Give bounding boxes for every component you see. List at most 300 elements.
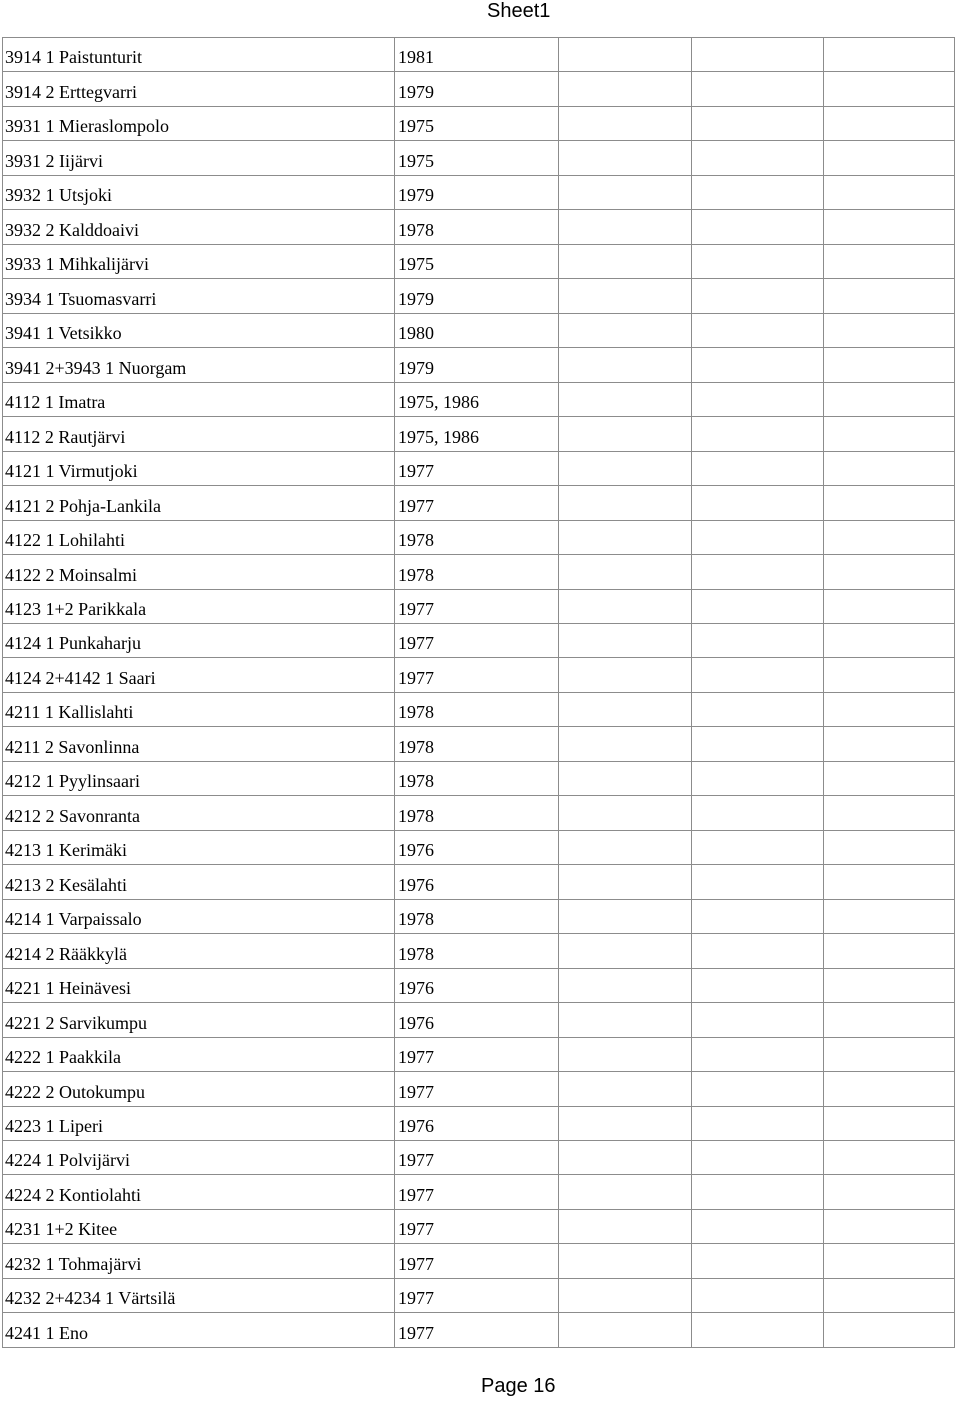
map-sheet-name-cell[interactable]	[3, 623, 395, 657]
map-sheet-name-cell[interactable]	[3, 244, 395, 278]
empty-cell[interactable]	[692, 382, 824, 416]
year-cell[interactable]	[395, 1278, 559, 1312]
year-value: 1976	[398, 1012, 434, 1033]
empty-cell[interactable]	[559, 313, 692, 347]
map-sheet-name-cell[interactable]	[3, 486, 395, 520]
empty-cell[interactable]	[559, 141, 692, 175]
empty-cell[interactable]	[559, 1209, 692, 1243]
map-sheet-name-cell[interactable]	[3, 796, 395, 830]
empty-cell[interactable]	[692, 934, 824, 968]
year-cell[interactable]	[395, 968, 559, 1002]
year-cell[interactable]	[395, 934, 559, 968]
map-sheet-name: 4223 1 Liperi	[5, 1116, 103, 1136]
empty-cell[interactable]	[692, 313, 824, 347]
map-sheet-name: 4211 1 Kallislahti	[5, 702, 134, 723]
map-sheet-name-cell[interactable]	[3, 1278, 395, 1312]
table-row	[3, 244, 955, 278]
year-value: 1978	[398, 909, 434, 930]
map-sheet-name-cell[interactable]	[3, 899, 395, 933]
empty-cell[interactable]	[824, 1175, 955, 1209]
year-value: 1976	[398, 1116, 434, 1136]
map-sheet-name: 4221 2 Sarvikumpu	[5, 1012, 147, 1033]
empty-cell[interactable]	[559, 520, 692, 554]
table-row	[3, 520, 955, 554]
map-sheet-name-cell[interactable]	[3, 761, 395, 795]
map-sheet-name: 4214 2 Rääkkylä	[5, 943, 127, 964]
year-cell[interactable]	[395, 382, 559, 416]
empty-cell[interactable]	[692, 279, 824, 313]
empty-cell[interactable]	[559, 555, 692, 589]
empty-cell[interactable]	[692, 658, 824, 692]
year-value: 1977	[398, 1219, 434, 1240]
year-cell[interactable]	[395, 1209, 559, 1243]
empty-cell[interactable]	[559, 244, 692, 278]
map-sheet-name-cell[interactable]	[3, 141, 395, 175]
year-cell[interactable]	[395, 279, 559, 313]
map-sheet-name-cell[interactable]	[3, 727, 395, 761]
map-sheet-name-cell[interactable]	[3, 1003, 395, 1037]
year-value: 1975, 1986	[398, 426, 479, 447]
map-sheet-name-cell[interactable]	[3, 1072, 395, 1106]
empty-cell[interactable]	[559, 658, 692, 692]
empty-cell[interactable]	[692, 761, 824, 795]
empty-cell[interactable]	[692, 899, 824, 933]
map-sheet-name: 4224 1 Polvijärvi	[5, 1150, 130, 1171]
empty-cell[interactable]	[824, 623, 955, 657]
year-value: 1979	[398, 81, 434, 102]
map-sheet-name: 4224 2 Kontiolahti	[5, 1184, 141, 1205]
year-value: 1976	[398, 874, 434, 895]
empty-cell[interactable]	[559, 451, 692, 485]
empty-cell[interactable]	[824, 1278, 955, 1312]
year-value: 1977	[398, 1150, 434, 1171]
year-cell[interactable]	[395, 623, 559, 657]
table-row	[3, 968, 955, 1002]
map-sheet-name: 4231 1+2 Kitee	[5, 1219, 118, 1240]
year-cell[interactable]	[395, 1003, 559, 1037]
empty-cell[interactable]	[824, 417, 955, 451]
map-sheet-name: 3932 2 Kalddoaivi	[5, 219, 139, 240]
table-row	[3, 934, 955, 968]
year-cell[interactable]	[395, 348, 559, 382]
empty-cell[interactable]	[692, 865, 824, 899]
map-sheet-name-cell[interactable]	[3, 934, 395, 968]
map-sheet-name-cell[interactable]	[3, 589, 395, 623]
year-cell[interactable]	[395, 520, 559, 554]
year-cell[interactable]	[395, 486, 559, 520]
map-sheet-name-cell[interactable]	[3, 968, 395, 1002]
map-sheet-name: 3914 2 Erttegvarri	[5, 81, 137, 102]
empty-cell[interactable]	[692, 417, 824, 451]
year-value: 1980	[398, 323, 434, 344]
map-sheet-name-cell[interactable]	[3, 175, 395, 209]
map-sheet-name: 4232 2+4234 1 Värtsilä	[5, 1288, 176, 1309]
empty-cell[interactable]	[692, 72, 824, 106]
table-row	[3, 1037, 955, 1071]
year-cell[interactable]	[395, 72, 559, 106]
empty-cell[interactable]	[824, 1209, 955, 1243]
year-cell[interactable]	[395, 865, 559, 899]
year-value: 1978	[398, 736, 434, 757]
year-cell[interactable]	[395, 210, 559, 244]
map-sheet-name: 4121 1 Virmutjoki	[5, 461, 138, 482]
empty-cell[interactable]	[559, 830, 692, 864]
year-cell[interactable]	[395, 1037, 559, 1071]
empty-cell[interactable]	[824, 72, 955, 106]
empty-cell[interactable]	[824, 106, 955, 140]
empty-cell[interactable]	[692, 1037, 824, 1071]
table-row	[3, 486, 955, 520]
empty-cell[interactable]	[559, 72, 692, 106]
year-cell[interactable]	[395, 313, 559, 347]
empty-cell[interactable]	[559, 106, 692, 140]
map-sheet-name: 3931 2 Iijärvi	[5, 150, 103, 171]
map-sheet-name: 3931 1 Mieraslompolo	[5, 116, 169, 137]
empty-cell[interactable]	[824, 1003, 955, 1037]
empty-cell[interactable]	[692, 106, 824, 140]
empty-cell[interactable]	[824, 1244, 955, 1278]
empty-cell[interactable]	[559, 796, 692, 830]
empty-cell[interactable]	[824, 38, 955, 72]
year-value: 1977	[398, 1322, 434, 1343]
year-cell[interactable]	[395, 796, 559, 830]
table-row	[3, 1244, 955, 1278]
year-value: 1975	[398, 116, 434, 137]
empty-cell[interactable]	[824, 175, 955, 209]
empty-cell[interactable]	[692, 1141, 824, 1175]
table-row	[3, 382, 955, 416]
map-sheet-name: 4212 2 Savonranta	[5, 805, 140, 826]
empty-cell[interactable]	[692, 451, 824, 485]
year-cell[interactable]	[395, 38, 559, 72]
map-sheet-name: 4213 2 Kesälahti	[5, 874, 127, 895]
empty-cell[interactable]	[824, 486, 955, 520]
empty-cell[interactable]	[559, 175, 692, 209]
year-cell[interactable]	[395, 899, 559, 933]
map-sheet-name-cell[interactable]	[3, 1175, 395, 1209]
year-value: 1975, 1986	[398, 392, 479, 413]
year-cell[interactable]	[395, 761, 559, 795]
year-cell[interactable]	[395, 417, 559, 451]
empty-cell[interactable]	[692, 968, 824, 1002]
empty-cell[interactable]	[692, 589, 824, 623]
map-sheet-name: 4122 1 Lohilahti	[5, 530, 125, 551]
map-sheet-name-cell[interactable]	[3, 1141, 395, 1175]
year-cell[interactable]	[395, 658, 559, 692]
empty-cell[interactable]	[692, 555, 824, 589]
map-sheet-name-cell[interactable]	[3, 1313, 395, 1347]
year-value: 1978	[398, 943, 434, 964]
map-sheet-name-cell[interactable]	[3, 313, 395, 347]
empty-cell[interactable]	[824, 589, 955, 623]
year-cell[interactable]	[395, 555, 559, 589]
year-value: 1979	[398, 288, 434, 309]
table-row	[3, 555, 955, 589]
year-cell[interactable]	[395, 1106, 559, 1140]
map-sheet-name: 4112 1 Imatra	[5, 392, 106, 413]
year-value: 1976	[398, 840, 434, 861]
year-value: 1977	[398, 495, 434, 516]
empty-cell[interactable]	[824, 727, 955, 761]
map-sheet-name: 3941 1 Vetsikko	[5, 323, 122, 344]
empty-cell[interactable]	[692, 210, 824, 244]
empty-cell[interactable]	[559, 589, 692, 623]
empty-cell[interactable]	[824, 1313, 955, 1347]
map-sheet-name-cell[interactable]	[3, 1244, 395, 1278]
table-row	[3, 106, 955, 140]
empty-cell[interactable]	[559, 1106, 692, 1140]
empty-cell[interactable]	[559, 1175, 692, 1209]
map-sheet-name-cell[interactable]	[3, 106, 395, 140]
table-row	[3, 279, 955, 313]
empty-cell[interactable]	[559, 1072, 692, 1106]
empty-cell[interactable]	[692, 692, 824, 726]
table-row	[3, 72, 955, 106]
empty-cell[interactable]	[692, 244, 824, 278]
map-sheet-name-cell[interactable]	[3, 417, 395, 451]
empty-cell[interactable]	[824, 830, 955, 864]
table-row	[3, 658, 955, 692]
map-sheet-name: 3934 1 Tsuomasvarri	[5, 288, 157, 309]
map-sheet-name: 3941 2+3943 1 Nuorgam	[5, 357, 187, 378]
table-row	[3, 1278, 955, 1312]
table-row	[3, 451, 955, 485]
empty-cell[interactable]	[559, 1278, 692, 1312]
empty-cell[interactable]	[824, 692, 955, 726]
empty-cell[interactable]	[692, 1072, 824, 1106]
empty-cell[interactable]	[824, 1106, 955, 1140]
map-sheet-name: 4124 2+4142 1 Saari	[5, 667, 156, 688]
table-row	[3, 796, 955, 830]
empty-cell[interactable]	[559, 692, 692, 726]
empty-cell[interactable]	[559, 1141, 692, 1175]
empty-cell[interactable]	[559, 623, 692, 657]
empty-cell[interactable]	[559, 1313, 692, 1347]
grid-body	[3, 38, 955, 1348]
year-value: 1981	[398, 47, 434, 68]
empty-cell[interactable]	[692, 727, 824, 761]
year-value: 1979	[398, 357, 434, 378]
year-cell[interactable]	[395, 727, 559, 761]
table-row	[3, 210, 955, 244]
empty-cell[interactable]	[692, 1175, 824, 1209]
empty-cell[interactable]	[824, 348, 955, 382]
year-cell[interactable]	[395, 106, 559, 140]
table-row	[3, 1313, 955, 1347]
page-number: Page 16	[481, 1375, 556, 1397]
empty-cell[interactable]	[824, 451, 955, 485]
empty-cell[interactable]	[824, 313, 955, 347]
map-sheet-name: 4122 2 Moinsalmi	[5, 564, 138, 585]
empty-cell[interactable]	[824, 934, 955, 968]
year-cell[interactable]	[395, 1175, 559, 1209]
map-sheet-name: 3914 1 Paistunturit	[5, 47, 143, 68]
year-cell[interactable]	[395, 244, 559, 278]
empty-cell[interactable]	[692, 1244, 824, 1278]
map-sheet-name: 4213 1 Kerimäki	[5, 840, 127, 861]
year-cell[interactable]	[395, 451, 559, 485]
empty-cell[interactable]	[559, 1244, 692, 1278]
empty-cell[interactable]	[559, 210, 692, 244]
year-value: 1977	[398, 1184, 434, 1205]
empty-cell[interactable]	[559, 279, 692, 313]
table-row	[3, 623, 955, 657]
empty-cell[interactable]	[824, 761, 955, 795]
year-value: 1975	[398, 254, 434, 275]
map-sheet-name: 4214 1 Varpaissalo	[5, 909, 142, 930]
table-row	[3, 175, 955, 209]
year-value: 1975	[398, 150, 434, 171]
empty-cell[interactable]	[692, 141, 824, 175]
map-sheet-name-cell[interactable]	[3, 555, 395, 589]
year-value: 1977	[398, 1047, 434, 1068]
table-row	[3, 589, 955, 623]
empty-cell[interactable]	[559, 727, 692, 761]
map-sheet-name-cell[interactable]	[3, 830, 395, 864]
empty-cell[interactable]	[824, 658, 955, 692]
table-row	[3, 727, 955, 761]
spreadsheet-grid	[2, 37, 955, 1348]
empty-cell[interactable]	[692, 1278, 824, 1312]
empty-cell[interactable]	[559, 934, 692, 968]
map-sheet-name-cell[interactable]	[3, 658, 395, 692]
map-sheet-name-cell[interactable]	[3, 865, 395, 899]
year-cell[interactable]	[395, 830, 559, 864]
year-value: 1977	[398, 1288, 434, 1309]
empty-cell[interactable]	[824, 1072, 955, 1106]
empty-cell[interactable]	[824, 279, 955, 313]
map-sheet-name-cell[interactable]	[3, 451, 395, 485]
table-row	[3, 1209, 955, 1243]
year-value: 1978	[398, 219, 434, 240]
empty-cell[interactable]	[559, 1003, 692, 1037]
table-row	[3, 692, 955, 726]
table-row	[3, 1141, 955, 1175]
map-sheet-name: 4123 1+2 Parikkala	[5, 598, 147, 619]
table-row	[3, 38, 955, 72]
map-sheet-name-cell[interactable]	[3, 1106, 395, 1140]
year-cell[interactable]	[395, 175, 559, 209]
year-cell[interactable]	[395, 1072, 559, 1106]
table-row	[3, 348, 955, 382]
table-row	[3, 1175, 955, 1209]
empty-cell[interactable]	[692, 1106, 824, 1140]
empty-cell[interactable]	[559, 761, 692, 795]
year-value: 1977	[398, 1253, 434, 1274]
map-sheet-name: 4121 2 Pohja-Lankila	[5, 495, 161, 516]
map-sheet-name-cell[interactable]	[3, 210, 395, 244]
year-value: 1978	[398, 564, 434, 585]
table-row	[3, 313, 955, 347]
map-sheet-name: 3932 1 Utsjoki	[5, 185, 113, 206]
table-row	[3, 141, 955, 175]
empty-cell[interactable]	[692, 520, 824, 554]
map-sheet-name: 4241 1 Eno	[5, 1322, 88, 1343]
table-row	[3, 761, 955, 795]
empty-cell[interactable]	[559, 968, 692, 1002]
year-value: 1977	[398, 598, 434, 619]
empty-cell[interactable]	[824, 382, 955, 416]
empty-cell[interactable]	[692, 348, 824, 382]
map-sheet-name-cell[interactable]	[3, 1209, 395, 1243]
year-value: 1977	[398, 667, 434, 688]
year-cell[interactable]	[395, 1244, 559, 1278]
empty-cell[interactable]	[692, 1003, 824, 1037]
year-value: 1978	[398, 530, 434, 551]
empty-cell[interactable]	[559, 865, 692, 899]
year-cell[interactable]	[395, 141, 559, 175]
empty-cell[interactable]	[559, 348, 692, 382]
empty-cell[interactable]	[692, 796, 824, 830]
empty-cell[interactable]	[824, 141, 955, 175]
empty-cell[interactable]	[692, 623, 824, 657]
year-value: 1977	[398, 1081, 434, 1102]
year-value: 1979	[398, 185, 434, 206]
map-sheet-name-cell[interactable]	[3, 520, 395, 554]
table-row	[3, 1072, 955, 1106]
map-sheet-name: 4124 1 Punkaharju	[5, 633, 141, 654]
table-row	[3, 417, 955, 451]
year-cell[interactable]	[395, 692, 559, 726]
table-row	[3, 899, 955, 933]
empty-cell[interactable]	[692, 1313, 824, 1347]
empty-cell[interactable]	[559, 486, 692, 520]
year-cell[interactable]	[395, 1313, 559, 1347]
empty-cell[interactable]	[824, 865, 955, 899]
empty-cell[interactable]	[692, 486, 824, 520]
year-cell[interactable]	[395, 589, 559, 623]
empty-cell[interactable]	[824, 968, 955, 1002]
map-sheet-name: 4112 2 Rautjärvi	[5, 426, 126, 447]
table-row	[3, 1003, 955, 1037]
table-row	[3, 1106, 955, 1140]
map-sheet-name-cell[interactable]	[3, 72, 395, 106]
empty-cell[interactable]	[692, 830, 824, 864]
empty-cell[interactable]	[824, 555, 955, 589]
map-sheet-name: 4211 2 Savonlinna	[5, 736, 140, 757]
empty-cell[interactable]	[692, 175, 824, 209]
year-cell[interactable]	[395, 1141, 559, 1175]
empty-cell[interactable]	[824, 244, 955, 278]
empty-cell[interactable]	[559, 1037, 692, 1071]
table-row	[3, 830, 955, 864]
empty-cell[interactable]	[824, 210, 955, 244]
empty-cell[interactable]	[559, 38, 692, 72]
empty-cell[interactable]	[692, 1209, 824, 1243]
map-sheet-name-cell[interactable]	[3, 38, 395, 72]
empty-cell[interactable]	[824, 520, 955, 554]
empty-cell[interactable]	[824, 1141, 955, 1175]
empty-cell[interactable]	[824, 796, 955, 830]
year-value: 1978	[398, 805, 434, 826]
map-sheet-name-cell[interactable]	[3, 1037, 395, 1071]
empty-cell[interactable]	[559, 899, 692, 933]
empty-cell[interactable]	[824, 899, 955, 933]
map-sheet-name: 3933 1 Mihkalijärvi	[5, 254, 149, 275]
map-sheet-name-cell[interactable]	[3, 382, 395, 416]
year-value: 1976	[398, 978, 434, 999]
map-sheet-name-cell[interactable]	[3, 279, 395, 313]
year-value: 1977	[398, 461, 434, 482]
empty-cell[interactable]	[559, 382, 692, 416]
empty-cell[interactable]	[559, 417, 692, 451]
map-sheet-name: 4221 1 Heinävesi	[5, 978, 131, 999]
map-sheet-name: 4212 1 Pyylinsaari	[5, 771, 140, 792]
empty-cell[interactable]	[824, 1037, 955, 1071]
map-sheet-name-cell[interactable]	[3, 692, 395, 726]
map-sheet-name-cell[interactable]	[3, 348, 395, 382]
empty-cell[interactable]	[692, 38, 824, 72]
